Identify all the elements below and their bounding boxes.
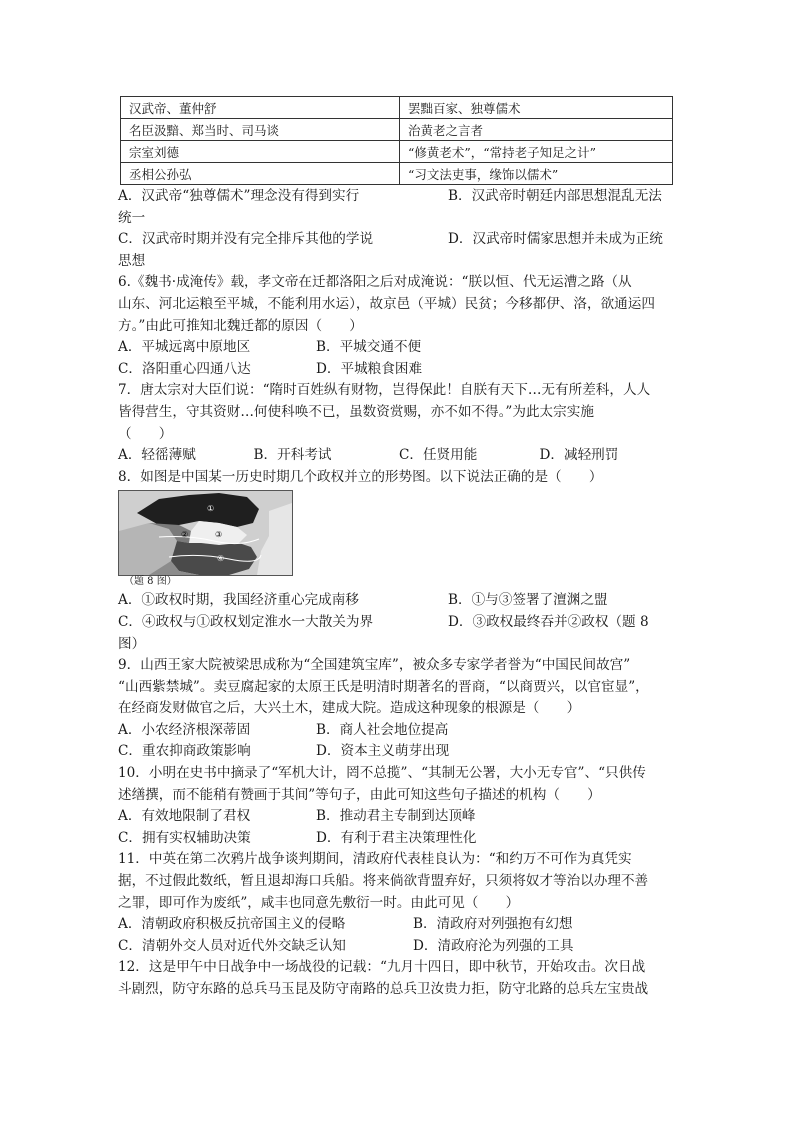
q7-option-c[interactable]: C．任贤用能 bbox=[398, 447, 478, 464]
table-cell: 丞相公孙弘 bbox=[121, 163, 400, 185]
q6-stem-line-1: 6.《魏书·成淹传》载，孝文帝在迁都洛阳之后对成淹说：“朕以恒、代无运漕之路（从 bbox=[118, 274, 632, 291]
table-row bbox=[121, 163, 673, 185]
q9-option-b[interactable]: B．商人社会地位提高 bbox=[316, 721, 449, 738]
q9-option-a[interactable]: A．小农经济根深蒂固 bbox=[118, 721, 251, 738]
q5-option-d-continuation: 思想 bbox=[118, 252, 146, 269]
q12-stem-line-1: 12．这是甲午中日战争中一场战役的记载：“九月十四日，即中秋节，开始攻击。次日战 bbox=[118, 959, 646, 976]
q9-options-row-1 bbox=[118, 720, 678, 742]
q5-options-row-2 bbox=[118, 229, 678, 251]
q8-option-a[interactable]: A．①政权时期，我国经济重心完成南移 bbox=[118, 592, 359, 609]
question-list bbox=[118, 186, 678, 1001]
q8-option-d-continuation: 图） bbox=[118, 635, 146, 652]
q5-option-a[interactable]: A．汉武帝“独尊儒术”理念没有得到实行 bbox=[118, 188, 360, 204]
q9-option-c[interactable]: C．重农抑商政策影响 bbox=[118, 743, 251, 760]
q7-stem-line-1: 7．唐太宗对大臣们说：“隋时百姓纵有财物，岂得保此！自朕有天下…无有所差科，人人 bbox=[118, 382, 651, 399]
map-label-2: ② bbox=[181, 530, 189, 540]
q10-option-a[interactable]: A．有效地限制了君权 bbox=[118, 808, 251, 825]
map-label-3: ③ bbox=[215, 530, 223, 540]
q8-stem-line-1: 8．如图是中国某一历史时期几个政权并立的形势图。以下说法正确的是（ ） bbox=[118, 468, 603, 485]
q8-map-figure bbox=[118, 490, 678, 590]
q11-option-b[interactable]: B．清政府对列强抱有幻想 bbox=[413, 916, 573, 933]
q5-option-c[interactable]: C．汉武帝时期并没有完全排斥其他的学说 bbox=[118, 231, 374, 248]
q10-stem-line-1: 10．小明在史书中摘录了“军机大计，罔不总揽”、“其制无公署，大小无专官”、“只供传 bbox=[118, 765, 646, 782]
table-cell: 汉武帝、董仲舒 bbox=[121, 97, 400, 119]
q10-options-row-1 bbox=[118, 806, 678, 828]
q9-stem-line-1: 9．山西王家大院被梁思成称为“全国建筑宝库”，被众多专家学者誉为“中国民间故宫” bbox=[118, 657, 631, 674]
table-cell: 治黄老之言者 bbox=[400, 119, 673, 141]
q11-stem-line-3: 之罪，即可作为废纸”，咸丰也同意先敷衍一时。由此可见（ ） bbox=[118, 894, 520, 911]
q7-stem-line-2: 皆得营生，守其资财…何使科唤不已，虽数资赏赐，亦不如不得。”为此太宗实施 bbox=[118, 403, 594, 420]
table-row bbox=[121, 97, 673, 119]
q6-stem-line-3: 方。”由此可推知北魏迁都的原因（ ） bbox=[118, 317, 363, 334]
q5-options-row-1 bbox=[118, 186, 678, 208]
table-cell: 名臣汲黯、郑当时、司马谈 bbox=[121, 119, 400, 141]
q5-option-b[interactable]: B．汉武帝时朝廷内部思想混乱无法 bbox=[448, 188, 662, 204]
q6-stem-line-2: 山东、河北运粮至平城，不能利用水运），故京邑（平城）民贫；今移都伊、洛，欲通运四 bbox=[118, 295, 655, 312]
table-cell: “习文法吏事，缘饰以儒术” bbox=[400, 163, 673, 185]
q5-option-b-continuation: 统一 bbox=[118, 209, 146, 226]
table-row bbox=[121, 119, 673, 141]
q7-stem-line-3: （ ） bbox=[118, 425, 173, 442]
q10-option-b[interactable]: B．推动君主专制到达顶峰 bbox=[316, 808, 476, 825]
q6-option-a[interactable]: A．平城远离中原地区 bbox=[118, 339, 251, 356]
map-drawing bbox=[119, 491, 292, 575]
q9-stem-line-2: “山西紫禁城”。卖豆腐起家的太原王氏是明清时期著名的晋商，“以商贾兴，以官宦显”， bbox=[118, 678, 649, 695]
q7-option-b[interactable]: B．开科考试 bbox=[253, 447, 332, 464]
q9-stem-line-3: 在经商发财做官之后，大兴土木，建成大院。造成这种现象的根源是（ ） bbox=[118, 700, 581, 717]
q8-options-row-2 bbox=[118, 612, 678, 634]
q7-option-d[interactable]: D．减轻刑罚 bbox=[539, 447, 619, 464]
q11-option-d[interactable]: D．清政府沦为列强的工具 bbox=[413, 937, 574, 954]
source-table bbox=[120, 96, 673, 185]
q9-options-row-2 bbox=[118, 741, 678, 763]
q9-option-d[interactable]: D．资本主义萌芽出现 bbox=[316, 743, 450, 760]
q8-option-d[interactable]: D．③政权最终吞并②政权（题 8 bbox=[448, 613, 649, 630]
q10-option-d[interactable]: D．有利于君主决策理性化 bbox=[316, 829, 477, 846]
q8-option-c[interactable]: C．④政权与①政权划定淮水一大散关为界 bbox=[118, 613, 374, 630]
map-label-1: ① bbox=[207, 504, 215, 514]
q5-option-d[interactable]: D．汉武帝时儒家思想并未成为正统 bbox=[448, 231, 663, 248]
q6-option-b[interactable]: B．平城交通不便 bbox=[316, 339, 422, 356]
q11-stem-line-2: 据，不过假此数纸，暂且退却海口兵船。将来倘欲背盟弃好，只须将奴才等治以办理不善 bbox=[118, 873, 649, 890]
table-cell: “修黄老术”，“常持老子知足之计” bbox=[400, 141, 673, 163]
q11-option-c[interactable]: C．清朝外交人员对近代外交缺乏认知 bbox=[118, 937, 346, 954]
q12-stem-line-2: 斗剧烈，防守东路的总兵马玉昆及防守南路的总兵卫汝贵力拒，防守北路的总兵左宝贵战 bbox=[118, 981, 649, 997]
map-label-4: ④ bbox=[217, 554, 225, 564]
q8-historical-map bbox=[118, 490, 293, 576]
q8-options-row-1 bbox=[118, 590, 678, 612]
q6-options-row-1 bbox=[118, 337, 678, 359]
q11-stem-line-1: 11．中英在第二次鸦片战争谈判期间，清政府代表桂良认为：“和约万不可作为真凭实 bbox=[118, 851, 632, 868]
table-cell: 宗室刘德 bbox=[121, 141, 400, 163]
q11-options-row-1 bbox=[118, 914, 678, 936]
table-row bbox=[121, 141, 673, 163]
q10-option-c[interactable]: C．拥有实权辅助决策 bbox=[118, 829, 251, 846]
q10-stem-line-2: 述缮撰，而不能稍有赞画于其间”等句子，由此可知这些句子描述的机构（ ） bbox=[118, 786, 601, 803]
q6-option-d[interactable]: D．平城粮食困难 bbox=[316, 360, 423, 377]
q11-options-row-2 bbox=[118, 936, 678, 958]
q7-options-row bbox=[118, 445, 678, 467]
q6-option-c[interactable]: C．洛阳重心四通八达 bbox=[118, 360, 251, 377]
q8-map-caption: （题 8 图） bbox=[124, 576, 177, 588]
table-cell: 罢黜百家、独尊儒术 bbox=[400, 97, 673, 119]
q11-option-a[interactable]: A．清朝政府积极反抗帝国主义的侵略 bbox=[118, 916, 346, 933]
q10-options-row-2 bbox=[118, 828, 678, 850]
q8-option-b[interactable]: B．①与③签署了澶渊之盟 bbox=[448, 592, 608, 609]
q7-option-a[interactable]: A．轻徭薄赋 bbox=[118, 447, 196, 464]
q6-options-row-2 bbox=[118, 359, 678, 381]
